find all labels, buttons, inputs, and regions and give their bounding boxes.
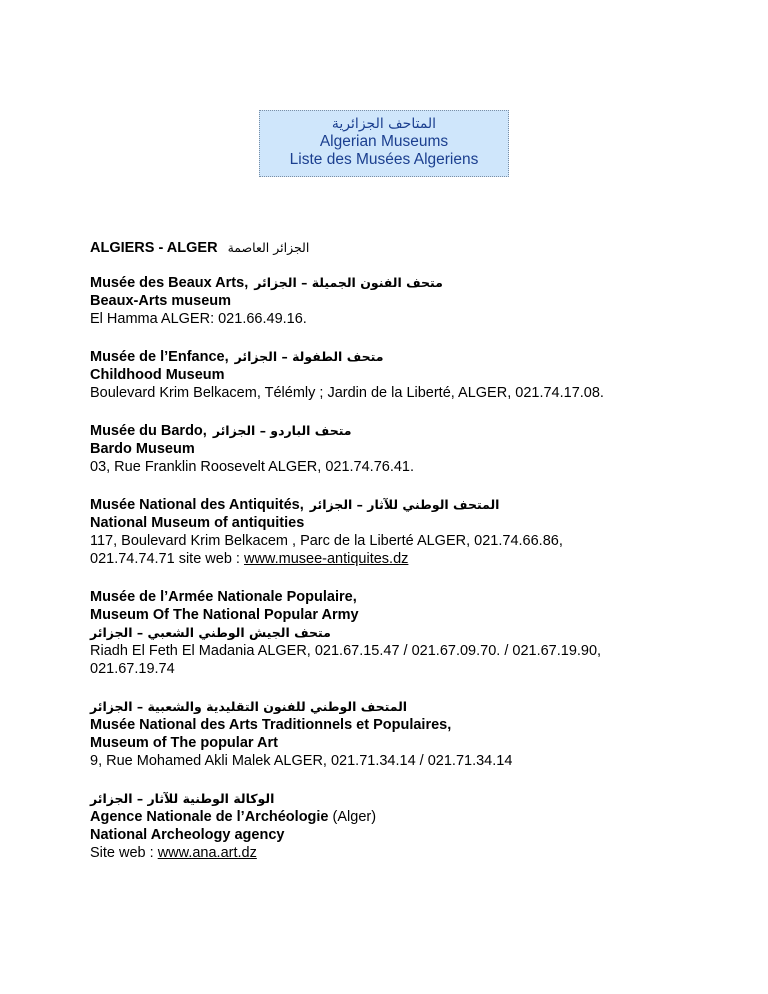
museum-entry-beaux-arts <box>90 274 750 328</box>
museum-entry-bardo <box>90 422 750 476</box>
museum-name-en: Bardo Museum <box>90 441 195 457</box>
museum-entry-archeologie <box>90 790 750 862</box>
museum-name-en: Museum of The popular Art <box>90 735 278 751</box>
museum-address: 9, Rue Mohamed Akli Malek ALGER, 021.71.34.14 / 021.71.34.14 <box>90 753 513 769</box>
museum-name-ar: متحف الجيش الوطني الشعبي – الجزائر <box>90 625 331 640</box>
museum-address: Boulevard Krim Belkacem, Télémly ; Jardin de la Liberté, ALGER, 021.74.17.08. <box>90 385 604 401</box>
website-link[interactable]: www.ana.art.dz <box>157 845 257 861</box>
museum-address-line1: Riadh El Feth El Madania ALGER, 021.67.15.47 / 021.67.09.70. / 021.67.19.90, <box>90 643 602 659</box>
museum-address: El Hamma ALGER: 021.66.49.16. <box>90 311 307 327</box>
region-heading <box>90 239 750 257</box>
museum-name-en: Childhood Museum <box>90 367 225 383</box>
region-arabic: الجزائر العاصمة <box>227 240 310 255</box>
museum-name-ar: المتحف الوطني للفنون التقليدية والشعبية – الجزائر <box>90 699 408 714</box>
museum-entry-antiquites <box>90 496 750 568</box>
museum-name-ar: المتحف الوطني للآثار – الجزائر <box>309 497 500 512</box>
museum-name-fr: Musée de l’Armée Nationale Populaire, <box>90 589 357 605</box>
museum-entry-enfance <box>90 348 750 402</box>
museum-name-ar: متحف الطفولة – الجزائر <box>234 349 384 364</box>
museum-name-fr: Musée du Bardo, <box>90 423 207 439</box>
museum-address-line2: 021.67.19.74 <box>90 661 175 677</box>
museum-name-en: Museum Of The National Popular Army <box>90 607 359 623</box>
museum-location: (Alger) <box>328 809 377 825</box>
museum-name-fr: Musée des Beaux Arts, <box>90 275 249 291</box>
museum-name-en: Beaux-Arts museum <box>90 293 232 309</box>
museum-site-line <box>90 844 750 862</box>
museum-name-en: National Archeology agency <box>90 827 285 843</box>
museum-name-ar: متحف الباردو – الجزائر <box>212 423 352 438</box>
title-french: Liste des Musées Algeriens <box>289 151 479 168</box>
museum-address: 03, Rue Franklin Roosevelt ALGER, 021.74.76.41. <box>90 459 415 475</box>
region-latin: ALGIERS - ALGER <box>90 240 218 256</box>
museum-name-en: National Museum of antiquities <box>90 515 305 531</box>
museum-address-line1: 117, Boulevard Krim Belkacem , Parc de la Liberté ALGER, 021.74.66.86, <box>90 533 563 549</box>
website-link[interactable]: www.musee-antiquites.dz <box>243 551 409 567</box>
museum-name-ar: الوكالة الوطنية للآثار – الجزائر <box>90 791 275 806</box>
site-label: Site web : <box>90 845 158 861</box>
museum-phone-site: 021.74.74.71 site web : <box>90 551 244 567</box>
museum-name-fr: Musée National des Arts Traditionnels et Populaires, <box>90 717 452 733</box>
museum-entry-armee <box>90 588 750 678</box>
title-box <box>259 110 509 177</box>
title-english: Algerian Museums <box>319 133 449 150</box>
museum-name-fr: Agence Nationale de l’Archéologie <box>90 809 329 825</box>
museum-name-ar: متحف الفنون الجميلة – الجزائر <box>254 275 443 290</box>
museum-entry-arts-traditionnels <box>90 698 750 770</box>
museum-name-fr: Musée de l’Enfance, <box>90 349 229 365</box>
museum-name-fr: Musée National des Antiquités, <box>90 497 304 513</box>
title-arabic: المتاحف الجزائرية <box>331 116 437 132</box>
museum-address-line2 <box>90 550 750 568</box>
museum-list <box>90 239 750 882</box>
